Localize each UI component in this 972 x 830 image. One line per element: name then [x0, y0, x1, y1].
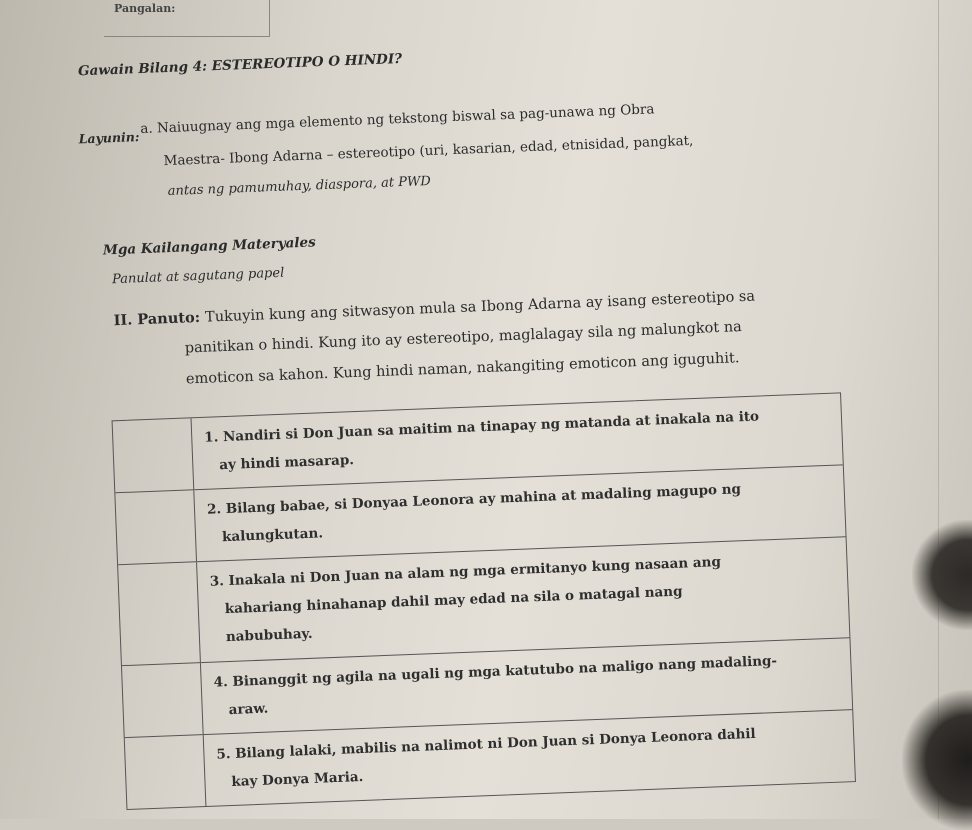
emoticon-answer-box[interactable]: [113, 418, 195, 492]
situation-line: 5. Bilang lalaki, mabilis na nalimot ni Don Juan si Donya Leonora dahil: [216, 725, 756, 763]
directions-text-1: Tukuyin kung ang sitwasyon mula sa Ibong Adarna ay isang estereotipo sa: [204, 288, 756, 326]
finger-shadow: [912, 520, 972, 630]
situation-line: 1. Nandiri si Don Juan sa maitim na tinapay ng matanda at inakala na ito: [203, 408, 760, 446]
situation-line: 2. Bilang babae, si Donyaa Leonora ay mahina at madaling magupo ng: [206, 481, 742, 518]
situations-table: [112, 392, 856, 810]
directions-line-2: panitikan o hindi. Kung ito ay estereotipo, maglalagay sila ng malungkot na: [184, 319, 743, 357]
objective-line-1: a. Naiuugnay ang mga elemento ng tekstong biswal sa pag-unawa ng Obra: [140, 101, 655, 138]
finger-shadow: [902, 690, 972, 830]
situation-line: kay Donya Maria.: [231, 768, 364, 791]
directions-line-3: emoticon sa kahon. Kung hindi naman, nakangiting emoticon ang iguguhit.: [185, 350, 740, 388]
name-label: Pangalan:: [114, 2, 176, 15]
situation-item: [197, 542, 732, 662]
materials-heading: Mga Kailangang Materyales: [102, 234, 316, 259]
situation-line: nabubuhay.: [225, 625, 313, 646]
directions-label: II. Panuto:: [113, 308, 201, 330]
situation-line: ay hindi masarap.: [219, 452, 355, 474]
situation-line: araw.: [228, 700, 269, 719]
situation-line: 4. Binanggit ng agila na ugali ng mga katutubo na maligo nang madaling-: [213, 652, 778, 691]
activity-title: Gawain Bilang 4: ESTEREOTIPO O HINDI?: [77, 50, 403, 80]
emoticon-answer-box[interactable]: [115, 490, 197, 564]
emoticon-answer-box[interactable]: [122, 663, 204, 737]
situation-line: kahariang hinahanap dahil may edad na sila o matagal nang: [224, 583, 683, 618]
materials-item: Panulat at sagutang papel: [111, 265, 285, 288]
situation-line: 3. Inakala ni Don Juan na alam ng mga ermitanyo kung nasaan ang: [209, 554, 722, 590]
emoticon-answer-box[interactable]: [118, 562, 201, 665]
emoticon-answer-box[interactable]: [125, 735, 207, 809]
objective-line-2: Maestra- Ibong Adarna – estereotipo (uri, kasarian, edad, etnisidad, pangkat,: [163, 132, 694, 170]
situation-line: kalungkutan.: [221, 525, 324, 546]
objectives-label: Layunin:: [78, 129, 140, 147]
objective-line-3: antas ng pamumuhay, diaspora, at PWD: [167, 173, 432, 200]
